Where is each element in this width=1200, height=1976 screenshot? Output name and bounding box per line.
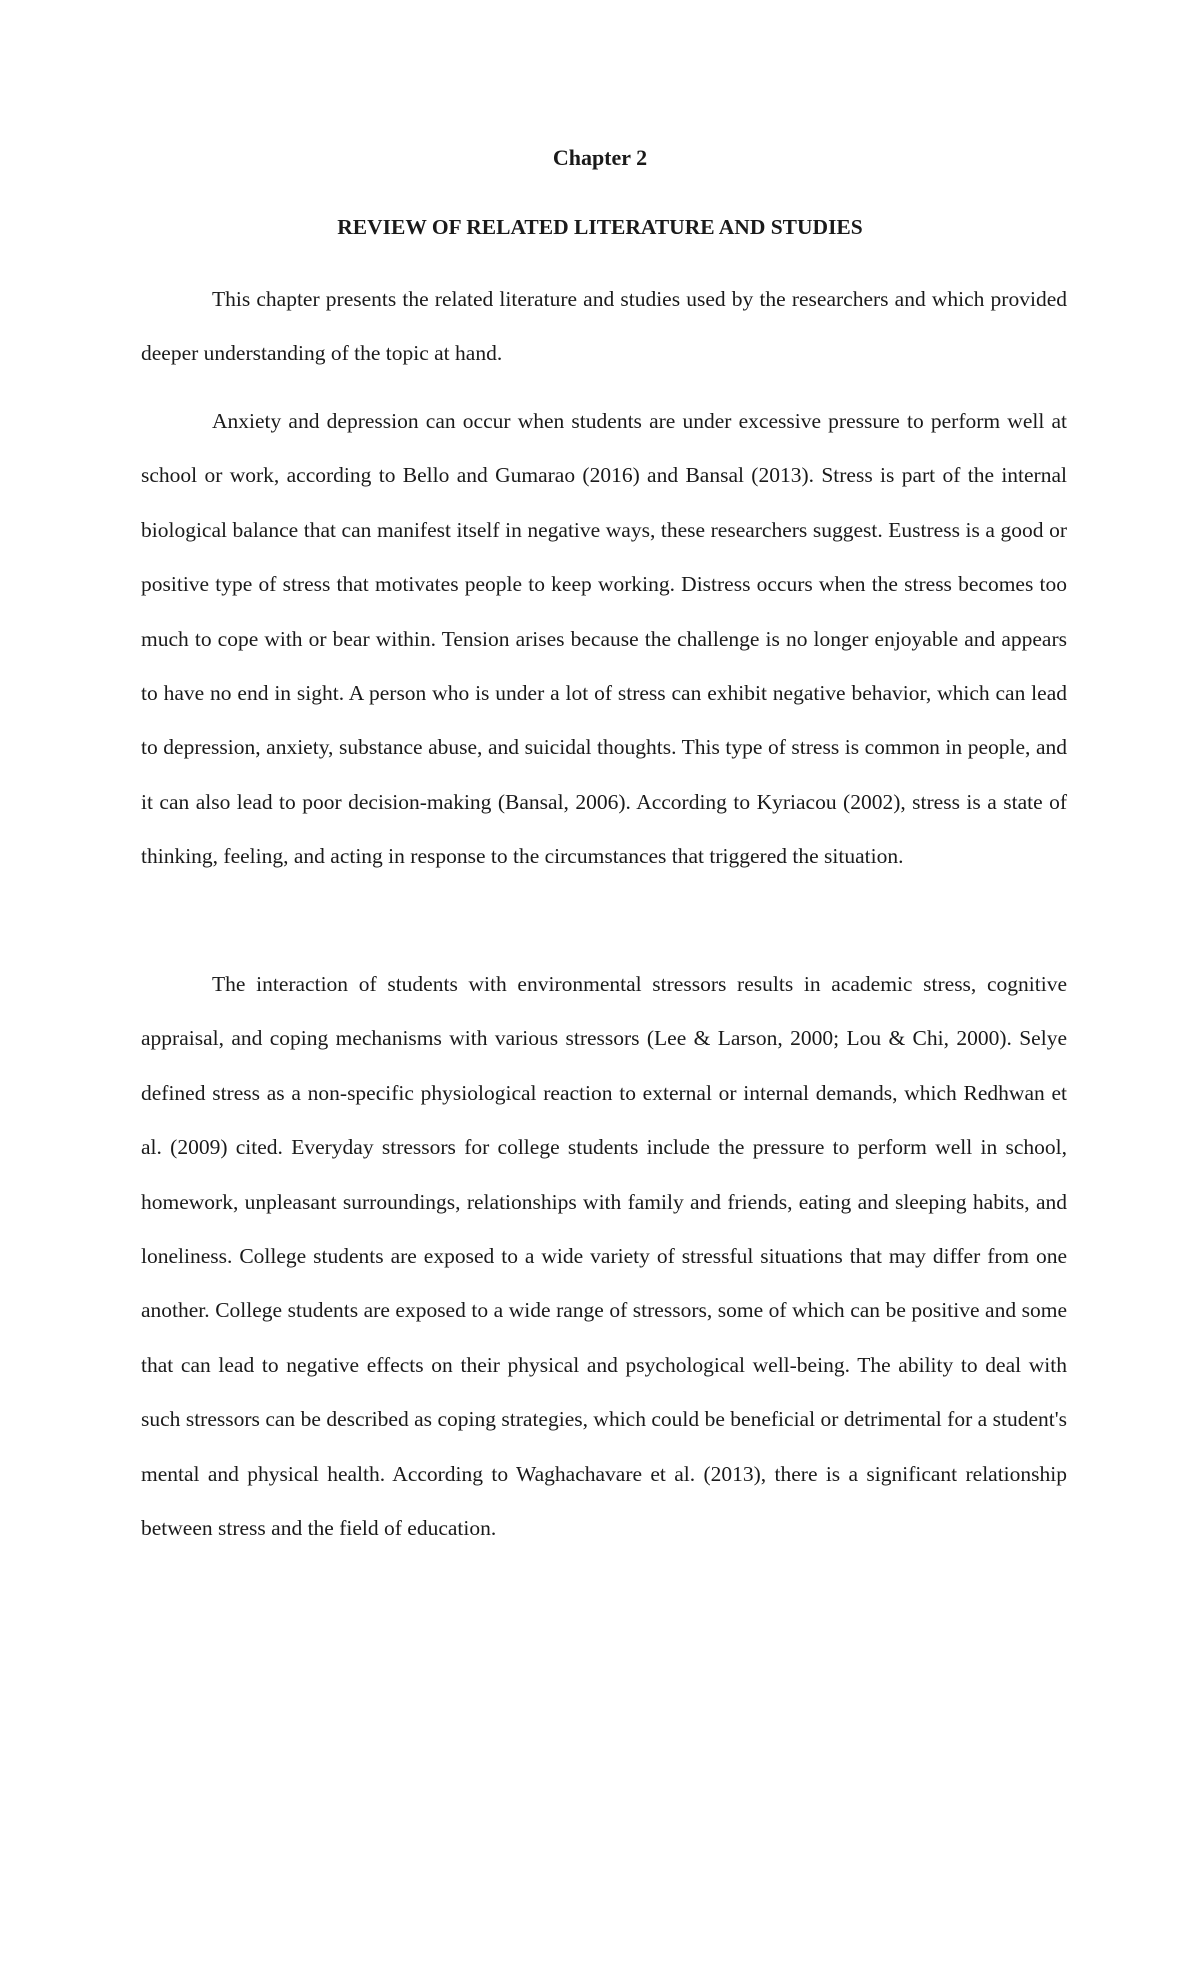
chapter-title: REVIEW OF RELATED LITERATURE AND STUDIES <box>337 215 863 239</box>
paragraph-environmental-stressors: The interaction of students with environmental stressors results in academic stress, cognitive appraisal, and coping mechanisms with various stressors (Lee & Larson, 2000; Lou & Chi, 2000). Selye defined stress as a non-specific physiological reaction to external or internal demands, which Redhwan et al. (2009) cited. Everyday stressors for college students include the pressure to perform well in school, homework, unpleasant surroundings, relationships with family and friends, eating and sleeping habits, and loneliness. College students are exposed to a wide variety of stressful situations that may differ from one another. College students are exposed to a wide range of stressors, some of which can be positive and some that can lead to negative effects on their physical and psychological well-being. The ability to deal with such stressors can be described as coping strategies, which could be beneficial or detrimental for a student's mental and physical health. According to Waghachavare et al. (2013), there is a significant relationship between stress and the field of education. <box>141 972 1067 1541</box>
paragraph-anxiety-depression: Anxiety and depression can occur when students are under excessive pressure to perform well at school or work, according to Bello and Gumarao (2016) and Bansal (2013). Stress is part of the internal biological balance that can manifest itself in negative ways, these researchers suggest. Eustress is a good or positive type of stress that motivates people to keep working. Distress occurs when the stress becomes too much to cope with or bear within. Tension arises because the challenge is no longer enjoyable and appears to have no end in sight. A person who is under a lot of stress can exhibit negative behavior, which can lead to depression, anxiety, substance abuse, and suicidal thoughts. This type of stress is common in people, and it can also lead to poor decision-making (Bansal, 2006). According to Kyriacou (2002), stress is a state of thinking, feeling, and acting in response to the circumstances that triggered the situation. <box>141 409 1067 869</box>
chapter-label: Chapter 2 <box>552 145 648 170</box>
paragraph-intro: This chapter presents the related literature and studies used by the researchers and which provided deeper understanding of the topic at hand. <box>141 287 1067 366</box>
